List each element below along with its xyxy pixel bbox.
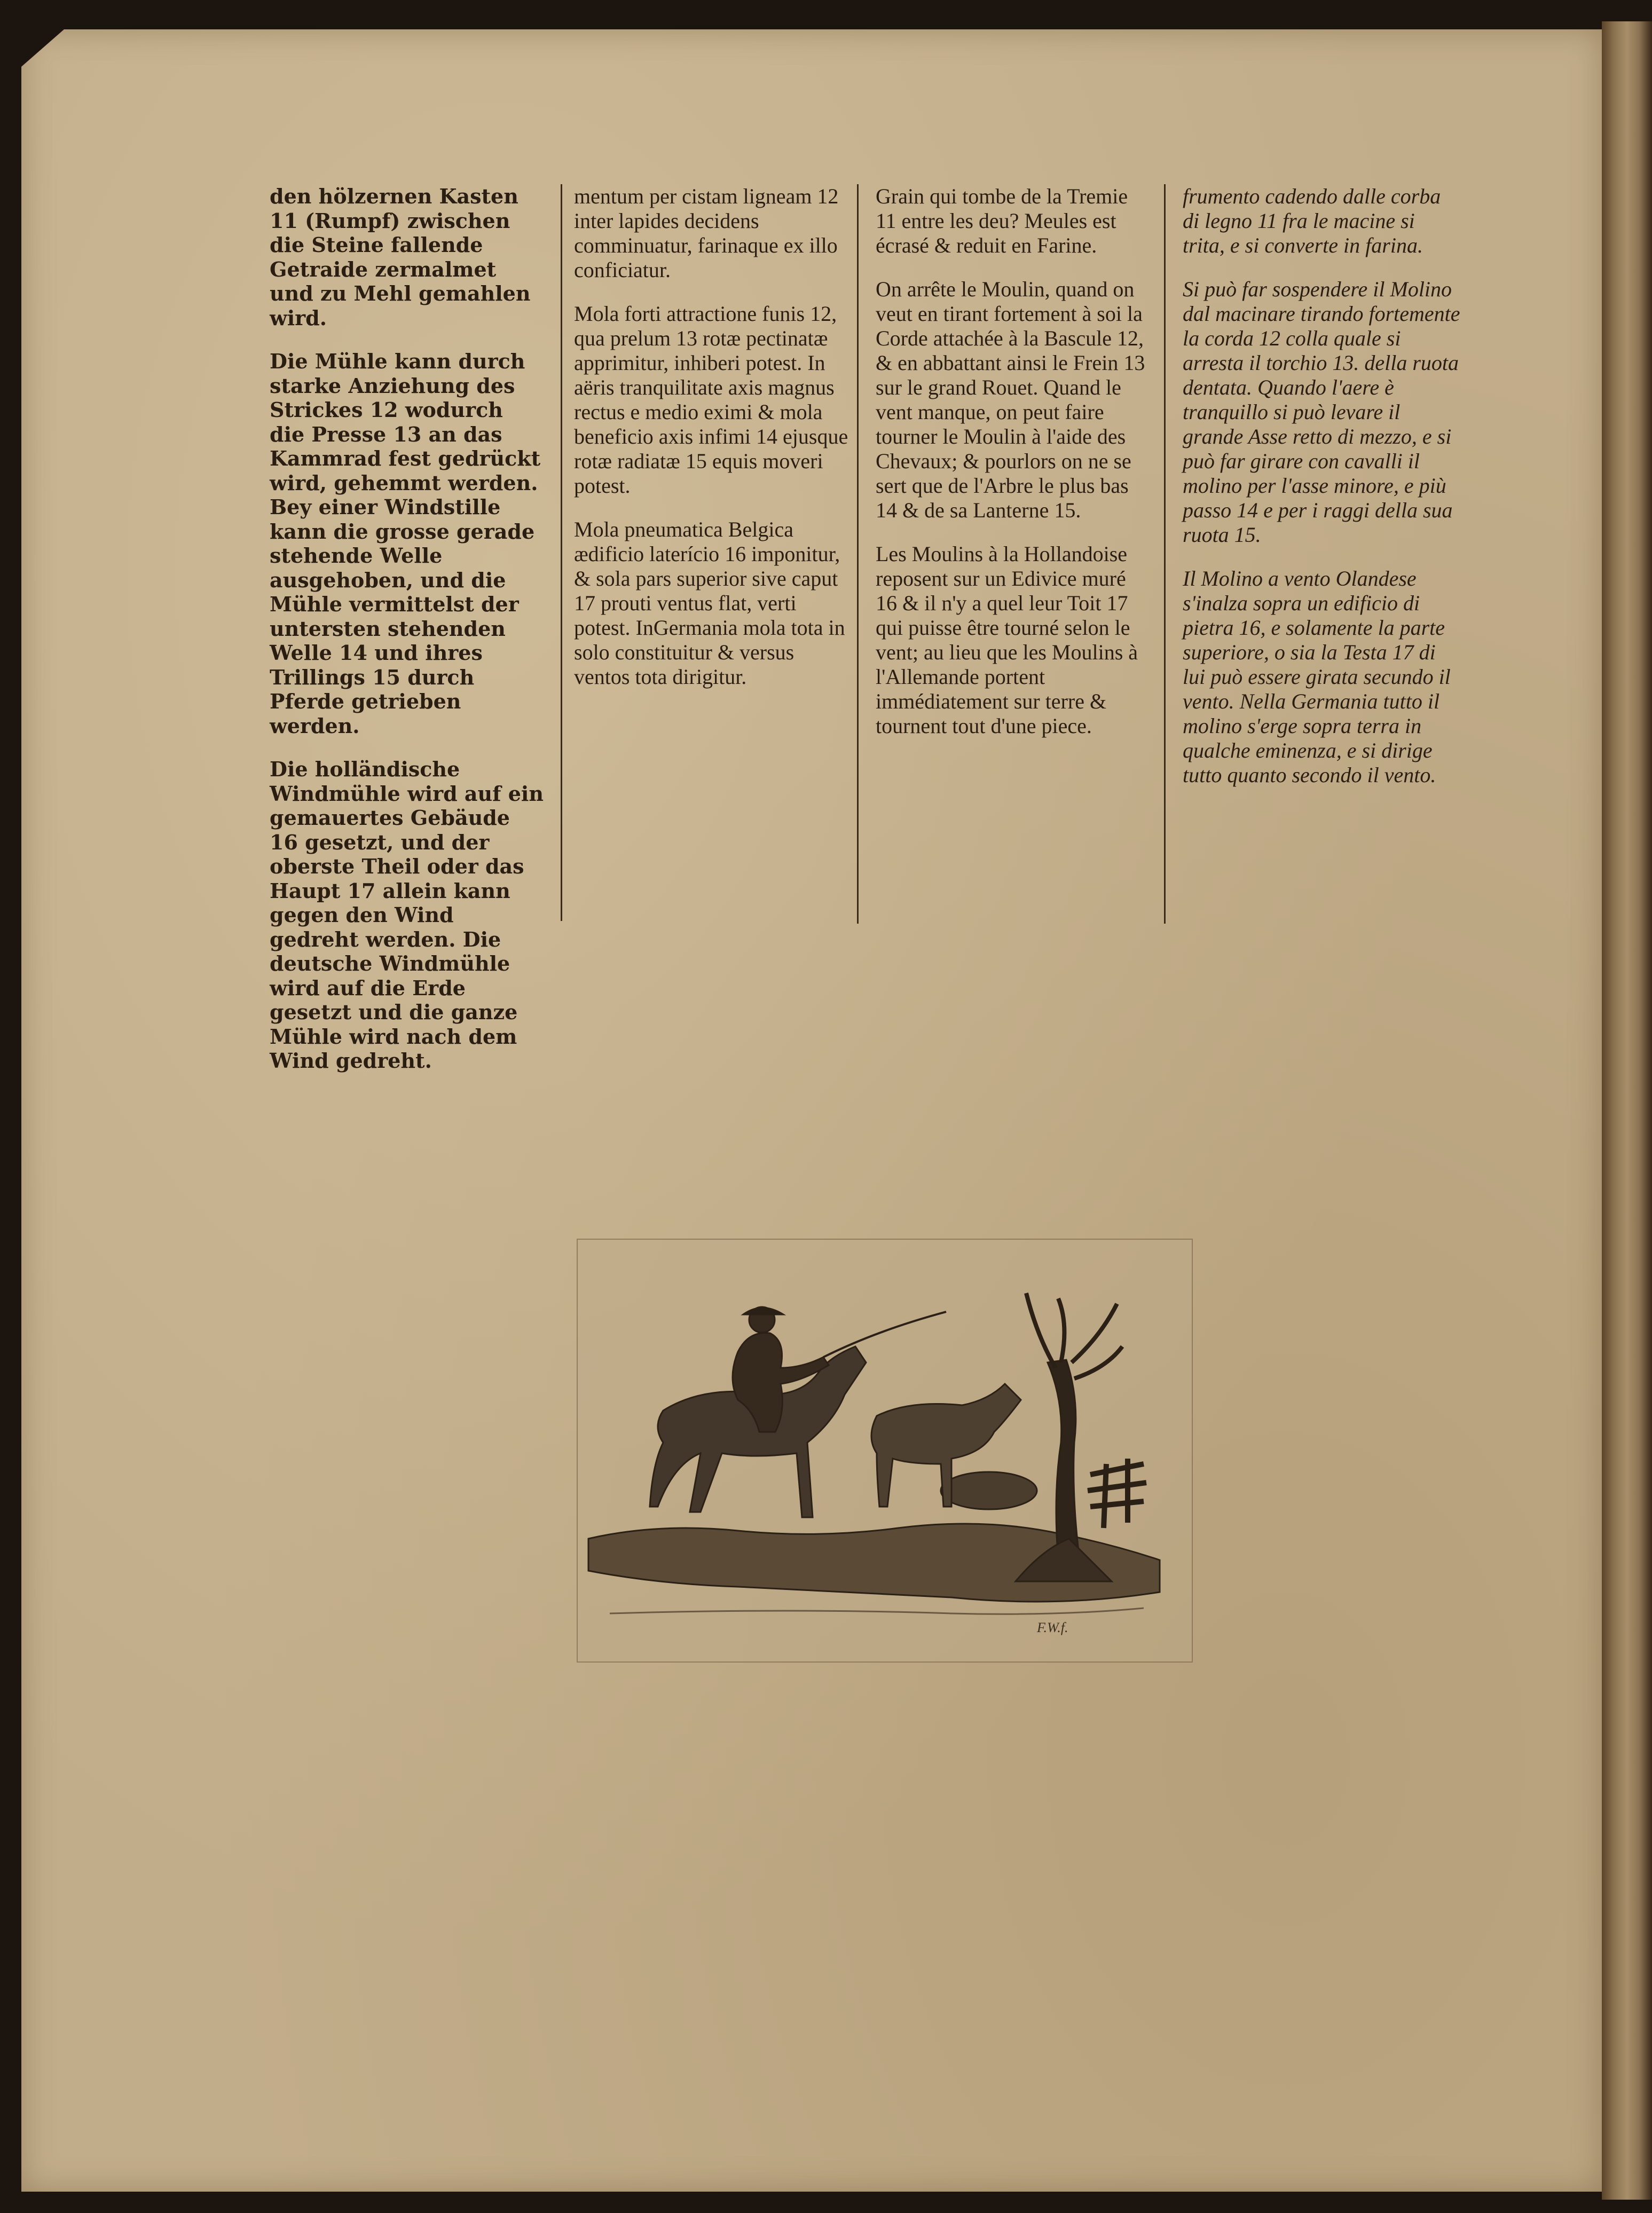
german-paragraph-1: den hölzernen Kasten 11 (Rumpf) zwischen die Steine fallende Getraide zermalmet und zu Mehl gemahlen wird. <box>270 184 531 330</box>
column-divider-3 <box>1164 184 1166 924</box>
german-paragraph-2: Die Mühle kann durch starke Anziehung des Strickes 12 wodurch die Presse 13 an das Kammrad fest gedrückt wird, gehemmt werden. Bey einer Windstille kann die grosse gerade stehende Welle ausgehoben, und die Mühle vermittelst der untersten stehenden Welle 14 und ihres Trillings 15 durch Pferde getrieben werden. <box>270 349 541 738</box>
french-paragraph-2: On arrête le Moulin, quand on veut en tirant fortement à soi la Corde attachée à la Bascule 12, & en abbattant ainsi le Frein 13 sur le grand Rouet. Quand le vent manque, on peut faire tourner le Moulin à l'aide des Chevaux; & pourlors on ne se sert que de l'Arbre le plus bas 14 & de sa Lanterne 15. <box>876 277 1145 522</box>
engraving-illustration <box>578 1240 1192 1661</box>
plate-signature: F.W.f. <box>1037 1620 1068 1635</box>
column-divider-2 <box>857 184 859 924</box>
latin-paragraph-1: mentum per cistam ligneam 12 inter lapides decidens comminuatur, farinaque ex illo conficiatur. <box>574 184 839 282</box>
whip <box>823 1312 946 1357</box>
latin-paragraph-2: Mola forti attractione funis 12, qua prelum 13 rotæ pectinatæ apprimitur, inhiberi potest. In aëris tranquilitate axis magnus rectus e medio eximi & mola beneficio axis infimi 14 ejusque rotæ radiatæ 15 equis moveri potest. <box>574 302 848 498</box>
latin-paragraph-3: Mola pneumatica Belgica ædificio laterício 16 imponitur, & sola pars superior sive caput 17 prouti ventus flat, verti potest. InGermania mola tota in solo constituitur & versus ventos tota dirigitur. <box>574 517 845 689</box>
german-paragraph-3: Die holländische Windmühle wird auf ein gemauertes Gebäude 16 gesetzt, und der oberste Theil oder das Haupt 17 allein kann gegen den Wind gedreht werden. Die deutsche Windmühle wird auf die Erde gesetzt und die ganze Mühle wird nach dem Wind gedreht. <box>270 757 544 1073</box>
engraving-plate <box>577 1239 1193 1663</box>
fence <box>1088 1464 1146 1507</box>
book-spine <box>1602 21 1652 2200</box>
french-paragraph-3: Les Moulins à la Hollandoise reposent sur un Edivice muré 16 & il n'y a quel leur Toit 17 qui puisse être tourné selon le vent; au lieu que les Moulins à l'Allemande portent immédiatement sur terre & tournent tout d'une piece. <box>876 542 1138 738</box>
french-paragraph-1: Grain qui tombe de la Tremie 11 entre les deu? Meules est écrasé & reduit en Farine. <box>876 184 1128 257</box>
german-column <box>270 184 545 1092</box>
latin-column <box>574 184 849 708</box>
french-column <box>876 184 1151 758</box>
italian-column <box>1183 184 1460 807</box>
column-divider-1 <box>561 184 562 921</box>
italian-paragraph-3: Il Molino a vento Olandese s'inalza sopra un edificio di pietra 16, e solamente la parte superiore, o sia la Testa 17 di lui può essere girata secundo il vento. Nella Germania tutto il molino s'erge sopra terra in qualche eminenza, e si dirige tutto quanto secondo il vento. <box>1183 566 1451 787</box>
resting-figure <box>941 1472 1037 1509</box>
tree-branches <box>1026 1293 1122 1379</box>
italian-paragraph-2: Si può far sospendere il Molino dal macinare tirando fortemente la corda 12 colla quale si arresta il torchio 13. della ruota dentata. Quando l'aere è tranquillo si può levare il grande Asse retto di mezzo, e si può far girare con cavalli il molino per l'asse minore, e più passo 14 e per i raggi della sua ruota 15. <box>1183 277 1460 547</box>
italian-paragraph-1: frumento cadendo dalle corba di legno 11 fra le macine si trita, e si converte in farina. <box>1183 184 1441 257</box>
tree-trunk <box>1048 1360 1080 1560</box>
